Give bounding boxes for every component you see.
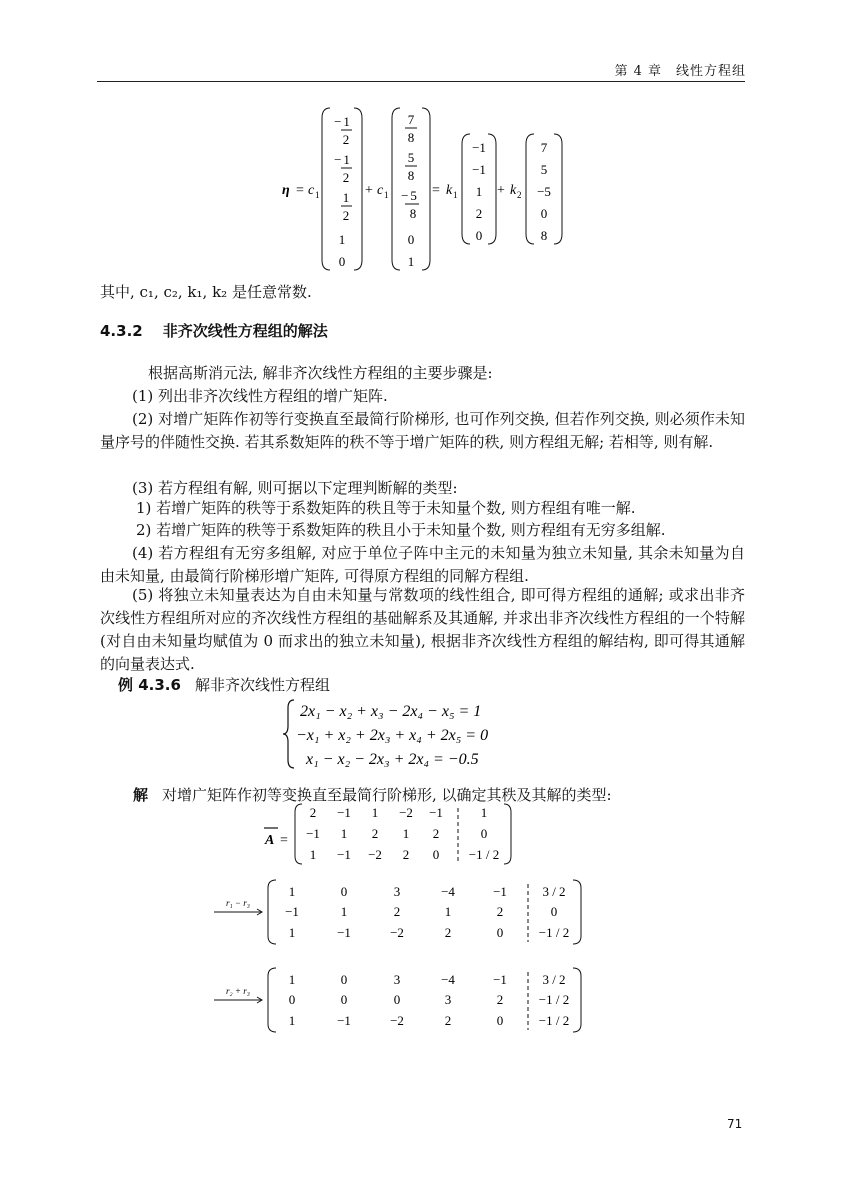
vec3-left-paren [462, 134, 470, 244]
op-label-2: r₂ + r₃ [226, 986, 250, 996]
header-rule [97, 81, 745, 82]
matrix-A-cell-r3-c3: −2 [368, 847, 382, 862]
svg-text:2: 2 [342, 170, 350, 185]
matrix-B-cell-r2-c4: 1 [444, 904, 452, 919]
vec3-right-paren [488, 134, 496, 244]
matrix-A-cell-r2-c2: 1 [340, 826, 348, 841]
matrix-C-cell-r1-c4: −4 [441, 972, 455, 987]
plus-sign-2: + [497, 183, 505, 198]
matrix-A-cell-r1-c1: 2 [309, 805, 317, 820]
matrix-A-cell-r3-c2: −1 [337, 847, 351, 862]
coef-k2-sub: 2 [517, 190, 522, 200]
matrix-C-cell-r3-c5: 0 [496, 1013, 504, 1028]
svg-text:7: 7 [407, 112, 415, 127]
matrix-A [258, 800, 518, 868]
aug-equals: = [280, 833, 288, 848]
section-heading [100, 320, 328, 341]
matrix-B-cell-r2-c2: 1 [340, 904, 348, 919]
svg-text:0: 0 [407, 232, 415, 247]
svg-text:2: 2 [475, 206, 483, 221]
svg-text:8: 8 [409, 206, 417, 221]
matrix-A-cell-r3-c6: −1 / 2 [468, 847, 500, 862]
solution-text: 对增广矩阵作初等变换直至最简行阶梯形, 以确定其秩及其解的类型: [162, 786, 612, 804]
example-label: 例 4.3.6 [118, 676, 181, 694]
svg-text:2: 2 [342, 132, 350, 147]
matrix-A-cell-r1-c4: −2 [399, 805, 413, 820]
matrix-B-cell-r3-c3: −2 [390, 925, 404, 940]
matrix-C-cell-r3-c2: −1 [337, 1013, 351, 1028]
vec1-right-paren [354, 108, 362, 270]
svg-text:−1: −1 [472, 140, 486, 155]
matrix-B-cell-r2-c1: −1 [285, 904, 299, 919]
matrix-C-cell-r1-c6: 3 / 2 [542, 972, 566, 987]
svg-text:0: 0 [475, 228, 483, 243]
matrix-C-cell-r1-c3: 3 [393, 972, 401, 987]
running-header: 第 4 章 线性方程组 [614, 64, 746, 79]
matrix-B-cell-r1-c5: −1 [493, 884, 507, 899]
equation-2: −x₁ + x₂ + 2x₃ + x₄ + 2x₅ = 0 [296, 727, 489, 744]
svg-text:1: 1 [338, 232, 346, 247]
matrix-A-cell-r3-c1: 1 [309, 847, 317, 862]
constants-note: 其中, c₁, c₂, k₁, k₂ 是任意常数. [100, 283, 312, 301]
matrix-B-cell-r3-c1: 1 [288, 925, 296, 940]
matrix-C-cell-r2-c5: 2 [496, 992, 504, 1007]
matrix-B-cell-r3-c2: −1 [337, 925, 351, 940]
coef-c2-sub: 1 [384, 190, 389, 200]
matrix-B-right-paren [573, 880, 581, 944]
system-brace [283, 700, 294, 768]
svg-text:0: 0 [338, 254, 346, 269]
matrix-A-cell-r2-c3: 2 [371, 826, 379, 841]
matrix-A-cell-r1-c3: 1 [371, 805, 379, 820]
intro-paragraph: 根据高斯消元法, 解非齐次线性方程组的主要步骤是: [148, 364, 493, 382]
coef-c2: c [377, 183, 384, 198]
step-3-case-1: 1) 若增广矩阵的秩等于系数矩阵的秩且等于未知量个数, 则方程组有唯一解. [136, 499, 636, 517]
svg-text:1: 1 [407, 254, 415, 269]
matrix-A-cell-r1-c6: 1 [480, 805, 488, 820]
step-5: (5) 将独立未知量表达为自由未知量与常数项的线性组合, 即可得方程组的通解; 或求出非齐次线性方程组所对应的齐次线性方程组的基础解系及其通解, 并求出非齐次线性方程组的一个特解(对自由未知量均赋值为 0 而求出的独立未知量), 根据非齐次线性方程组的解结构, 即可得其通解的向量表达式. [100, 586, 745, 673]
matrix-B-cell-r3-c4: 2 [444, 925, 452, 940]
matrix-C-cell-r3-c4: 2 [444, 1013, 452, 1028]
svg-text:5: 5 [540, 162, 548, 177]
step-4: (4) 若方程组有无穷多组解, 对应于单位子阵中主元的未知量为独立未知量, 其余未知量为自由未知量, 由最简行阶梯形增广矩阵, 可得原方程组的同解方程组. [100, 544, 745, 585]
matrix-B-cell-r1-c6: 3 / 2 [542, 884, 566, 899]
matrix-C-cell-r2-c4: 3 [444, 992, 452, 1007]
step-2: (2) 对增广矩阵作初等行变换直至最简行阶梯形, 也可作列交换, 但若作列交换, 则必须作未知量序号的伴随性交换. 若其系数矩阵的秩不等于增广矩阵的秩, 则方程组无解; 若相等, 则有解. [100, 410, 745, 451]
svg-text:7: 7 [540, 140, 548, 155]
op-label-1: r₁ − r₃ [226, 898, 250, 908]
eta-equals-2: = [432, 183, 440, 198]
coef-c1: c [308, 183, 315, 198]
vec1-entry-1: − 1 [334, 114, 350, 129]
matrix-C-cell-r2-c1: 0 [288, 992, 296, 1007]
matrix-A-cell-r2-c6: 0 [480, 826, 488, 841]
svg-text:−5: −5 [537, 184, 551, 199]
matrix-B-cell-r1-c3: 3 [393, 884, 401, 899]
matrix-C-cell-r3-c6: −1 / 2 [538, 1013, 570, 1028]
vec4-right-paren [554, 134, 562, 244]
svg-text:2: 2 [342, 208, 350, 223]
step-3: (3) 若方程组有解, 则可据以下定理判断解的类型: [132, 479, 458, 497]
matrix-A-right-paren [504, 804, 511, 864]
matrix-A-cell-r3-c5: 0 [432, 847, 440, 862]
eta-equation [270, 104, 580, 276]
matrix-C-cell-r2-c2: 0 [340, 992, 348, 1007]
matrix-A-cell-r2-c5: 2 [432, 826, 440, 841]
svg-text:−5: − 5 [401, 188, 417, 203]
matrix-B-cell-r2-c5: 2 [496, 904, 504, 919]
matrix-C-cell-r1-c5: −1 [493, 972, 507, 987]
matrix-B-step [210, 876, 590, 948]
aug-A-label: A [265, 833, 275, 848]
matrix-B-cell-r3-c5: 0 [496, 925, 504, 940]
page-number: 71 [727, 1117, 743, 1131]
matrix-C-cell-r3-c3: −2 [390, 1013, 404, 1028]
svg-text:0: 0 [540, 206, 548, 221]
svg-text:−1: − 1 [334, 152, 350, 167]
vec1-left-paren [322, 108, 330, 270]
example-line [118, 674, 330, 695]
matrix-C-cell-r1-c1: 1 [288, 972, 296, 987]
equation-3: x₁ − x₂ − 2x₃ + 2x₄ = −0.5 [306, 751, 479, 768]
matrix-B-cell-r1-c1: 1 [288, 884, 296, 899]
eta-symbol: η [282, 183, 290, 198]
step-1: (1) 列出非齐次线性方程组的增广矩阵. [132, 387, 388, 405]
vec4-left-paren [526, 134, 534, 244]
equation-1: 2x₁ − x₂ + x₃ − 2x₄ − x₅ = 1 [300, 703, 482, 720]
eta-equals: = [296, 183, 304, 198]
matrix-B-cell-r1-c2: 0 [340, 884, 348, 899]
matrix-C-right-paren [573, 968, 581, 1032]
svg-text:8: 8 [407, 130, 415, 145]
svg-text:1: 1 [342, 190, 350, 205]
coef-c1-sub: 1 [315, 190, 320, 200]
solution-label: 解 [133, 786, 149, 804]
svg-text:−1: −1 [472, 162, 486, 177]
example-text: 解非齐次线性方程组 [194, 676, 330, 694]
svg-text:8: 8 [540, 228, 548, 243]
matrix-B-cell-r1-c4: −4 [441, 884, 455, 899]
equation-system [282, 696, 502, 772]
step-3-case-2: 2) 若增广矩阵的秩等于系数矩阵的秩且小于未知量个数, 则方程组有无穷多组解. [136, 521, 666, 539]
matrix-B-left-paren [268, 880, 276, 944]
matrix-C-cell-r1-c2: 0 [340, 972, 348, 987]
section-title: 非齐次线性方程组的解法 [162, 322, 328, 340]
matrix-B-cell-r2-c6: 0 [550, 904, 558, 919]
matrix-C-cell-r2-c3: 0 [393, 992, 401, 1007]
svg-text:1: 1 [475, 184, 483, 199]
vec2-left-paren [392, 108, 400, 270]
coef-k1: k [446, 183, 453, 198]
matrix-C-cell-r3-c1: 1 [288, 1013, 296, 1028]
svg-text:8: 8 [407, 168, 415, 183]
matrix-B-cell-r2-c3: 2 [393, 904, 401, 919]
matrix-C-cell-r2-c6: −1 / 2 [538, 992, 570, 1007]
matrix-A-left-paren [295, 804, 302, 864]
matrix-A-cell-r3-c4: 2 [402, 847, 410, 862]
matrix-A-cell-r1-c5: −1 [429, 805, 443, 820]
matrix-A-cell-r1-c2: −1 [337, 805, 351, 820]
matrix-C-left-paren [268, 968, 276, 1032]
coef-k2: k [510, 183, 517, 198]
section-number: 4.3.2 [100, 322, 143, 340]
matrix-A-cell-r2-c1: −1 [306, 826, 320, 841]
matrix-C-step [210, 964, 590, 1036]
plus-sign-1: + [365, 183, 373, 198]
coef-k1-sub: 1 [453, 190, 458, 200]
matrix-A-cell-r2-c4: 1 [402, 826, 410, 841]
vec2-right-paren [422, 108, 430, 270]
svg-text:5: 5 [407, 150, 415, 165]
matrix-B-cell-r3-c6: −1 / 2 [538, 925, 570, 940]
